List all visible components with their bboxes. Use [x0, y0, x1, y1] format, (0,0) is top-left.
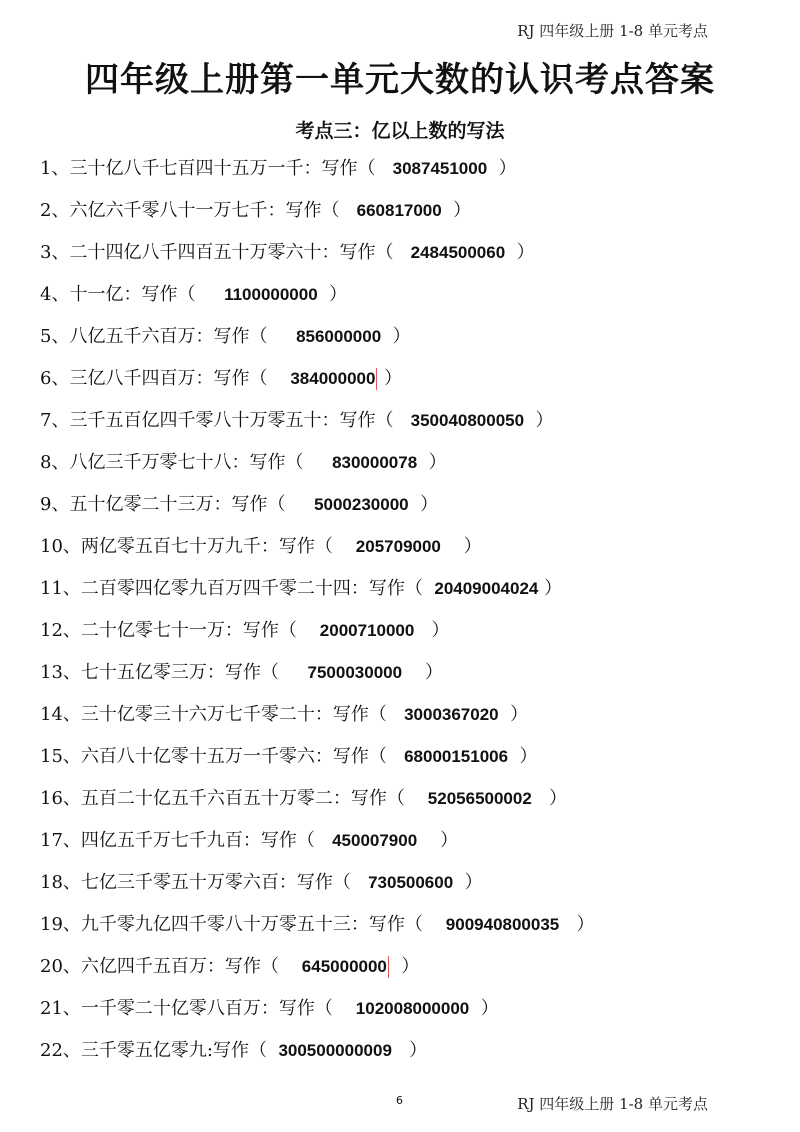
- item-close-paren: ）: [409, 1040, 428, 1061]
- item-answer: 830000078: [332, 453, 418, 472]
- item-question: 十一亿：写作（: [69, 284, 196, 305]
- list-item: [40, 656, 443, 690]
- list-item: [40, 1034, 427, 1068]
- item-answer: 730500600: [368, 873, 454, 892]
- item-question: 八亿三千万零七十八：写作（: [69, 452, 304, 473]
- item-question: 七亿三千零五十万零六百：写作（: [80, 872, 351, 893]
- item-number: 3、: [40, 242, 70, 263]
- item-question: 五百二十亿五千六百五十万零二：写作（: [80, 788, 405, 809]
- list-item: [40, 194, 471, 228]
- item-number: 1、: [40, 158, 70, 179]
- item-number: 16、: [40, 788, 81, 809]
- item-close-paren: ）: [463, 536, 482, 557]
- list-item: [40, 782, 567, 816]
- item-close-paren: ）: [428, 452, 447, 473]
- item-answer: 2000710000: [319, 621, 415, 640]
- item-number: 22、: [40, 1040, 81, 1061]
- item-close-paren: ）: [498, 158, 517, 179]
- list-item: [40, 908, 594, 942]
- list-item: [40, 866, 483, 900]
- item-close-paren: ）: [401, 956, 420, 977]
- list-item: [40, 446, 447, 480]
- item-number: 17、: [40, 830, 81, 851]
- item-question: 二十四亿八千四百五十万零六十：写作（: [69, 242, 394, 263]
- item-question: 七十五亿零三万：写作（: [80, 662, 279, 683]
- item-answer: 3000367020: [404, 705, 499, 724]
- item-number: 7、: [40, 410, 70, 431]
- item-number: 5、: [40, 326, 70, 347]
- item-answer: 5000230000: [314, 495, 409, 514]
- item-number: 14、: [40, 704, 81, 725]
- list-item: [40, 320, 411, 354]
- item-question: 三千五百亿四千零八十万零五十：写作（: [69, 410, 394, 431]
- item-question: 四亿五千万七千九百：写作（: [80, 830, 315, 851]
- item-question: 三亿八千四百万：写作（: [69, 368, 268, 389]
- item-close-paren: ）: [392, 326, 411, 347]
- item-answer: 900940800035: [445, 915, 560, 934]
- item-close-paren: ）: [510, 704, 529, 725]
- header-tag: RJ 四年级上册 1-8 单元考点: [517, 22, 708, 40]
- item-close-paren: ）: [480, 998, 499, 1019]
- item-question: 六百八十亿零十五万一千零六：写作（: [80, 746, 387, 767]
- item-question: 二十亿零七十一万：写作（: [80, 620, 297, 641]
- list-item: [40, 404, 554, 438]
- item-number: 6、: [40, 368, 70, 389]
- list-item: [40, 362, 402, 396]
- item-number: 15、: [40, 746, 81, 767]
- item-close-paren: ）: [420, 494, 439, 515]
- list-item: [40, 740, 538, 774]
- item-number: 11、: [40, 578, 81, 599]
- item-answer: 205709000: [355, 537, 441, 556]
- list-item: [40, 530, 482, 564]
- item-question: 六亿四千五百万：写作（: [80, 956, 279, 977]
- item-number: 19、: [40, 914, 81, 935]
- item-question: 九千零九亿四千零八十万零五十三：写作（: [80, 914, 423, 935]
- item-answer: 102008000000: [355, 999, 470, 1018]
- item-question: 六亿六千零八十一万七千：写作（: [69, 200, 340, 221]
- item-close-paren: ）: [424, 662, 443, 683]
- section-title: 考点三：亿以上数的写法: [295, 120, 505, 142]
- item-close-paren: ）: [544, 578, 563, 599]
- item-number: 13、: [40, 662, 81, 683]
- item-answer: 1100000000: [224, 285, 318, 304]
- item-answer: 300500000009: [278, 1041, 392, 1060]
- item-number: 9、: [40, 494, 70, 515]
- item-close-paren: ）: [464, 872, 483, 893]
- item-close-paren: ）: [440, 830, 459, 851]
- list-item: [40, 698, 528, 732]
- list-item: [40, 614, 450, 648]
- item-answer: 20409004024: [434, 579, 539, 598]
- item-answer: 2484500060: [410, 243, 506, 262]
- list-item: [40, 950, 419, 984]
- item-close-paren: ）: [384, 368, 403, 389]
- item-number: 2、: [40, 200, 70, 221]
- list-item: [40, 236, 535, 270]
- item-close-paren: ）: [329, 284, 348, 305]
- item-answer: 3087451000: [392, 159, 488, 178]
- item-question: 三十亿八千七百四十五万一千：写作（: [69, 158, 376, 179]
- item-number: 18、: [40, 872, 81, 893]
- footer-tag: RJ 四年级上册 1-8 单元考点: [517, 1095, 708, 1113]
- item-close-paren: ）: [519, 746, 538, 767]
- item-answer: 52056500002: [427, 789, 532, 808]
- item-question: 八亿五千六百万：写作（: [69, 326, 268, 347]
- item-answer: 68000151006: [404, 747, 509, 766]
- list-item: [40, 488, 438, 522]
- page-number: 6: [396, 1094, 403, 1107]
- item-answer: 350040800050: [410, 411, 525, 430]
- item-question: 三十亿零三十六万七千零二十：写作（: [80, 704, 387, 725]
- item-number: 8、: [40, 452, 70, 473]
- list-item: [40, 152, 517, 186]
- item-number: 12、: [40, 620, 81, 641]
- item-answer: 450007900: [332, 831, 418, 850]
- item-answer: 384000000: [290, 369, 376, 388]
- item-close-paren: ）: [576, 914, 595, 935]
- item-question: 两亿零五百七十万九千：写作（: [80, 536, 333, 557]
- item-close-paren: ）: [431, 620, 450, 641]
- text-cursor-mark: [388, 956, 389, 978]
- item-close-paren: ）: [516, 242, 535, 263]
- list-item: [40, 572, 562, 606]
- item-close-paren: ）: [548, 788, 567, 809]
- page-title: 四年级上册第一单元大数的认识考点答案: [85, 60, 715, 100]
- item-question: 一千零二十亿零八百万：写作（: [80, 998, 333, 1019]
- list-item: [40, 278, 347, 312]
- item-question: 二百零四亿零九百万四千零二十四：写作（: [80, 578, 423, 599]
- item-close-paren: ）: [453, 200, 472, 221]
- item-answer: 7500030000: [307, 663, 403, 682]
- list-item: [40, 824, 458, 858]
- list-item: [40, 992, 499, 1026]
- item-question: 五十亿零二十三万：写作（: [69, 494, 286, 515]
- item-answer: 645000000: [301, 957, 387, 976]
- item-answer: 660817000: [356, 201, 442, 220]
- item-answer: 856000000: [296, 327, 382, 346]
- item-number: 10、: [40, 536, 81, 557]
- item-question: 三千零五亿零九:写作（: [80, 1040, 267, 1061]
- item-number: 21、: [40, 998, 81, 1019]
- item-number: 20、: [40, 956, 81, 977]
- item-number: 4、: [40, 284, 70, 305]
- item-close-paren: ）: [535, 410, 554, 431]
